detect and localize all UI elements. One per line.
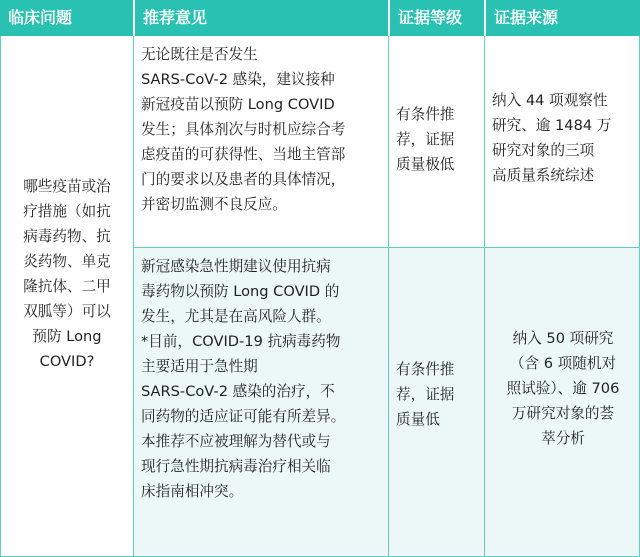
text-line: 本推荐不应被理解为替代或与	[141, 433, 331, 450]
question-line: 双胍等）可以	[23, 303, 111, 320]
question-line: 病毒药物、抗	[23, 228, 111, 245]
grade-line: 荐，证据	[396, 386, 455, 403]
text-line: 虑疫苗的可获得性、当地主管部	[141, 146, 346, 163]
text-line: 同药物的适应证可能有所差异。	[141, 408, 346, 425]
source-line: 高质量系统综述	[492, 167, 595, 184]
question-line: 预防 Long	[32, 328, 102, 345]
recommendation-1-grade	[396, 102, 482, 177]
question-line: 疗措施（如抗	[23, 203, 111, 220]
text-line: 床指南相冲突。	[141, 483, 244, 500]
text-line: SARS-CoV-2 感染的治疗，不	[141, 383, 335, 400]
grade-line: 质量低	[396, 411, 440, 428]
source-line: （含 6 项随机对	[509, 355, 617, 372]
header-evidence-source: 证据来源	[494, 8, 559, 27]
text-line: *目前，COVID-19 抗病毒药物	[141, 333, 341, 350]
table-header	[0, 0, 640, 36]
header-clinical-question: 临床问题	[8, 8, 73, 27]
recommendation-1-source	[492, 88, 637, 188]
grade-line: 荐，证据	[396, 131, 455, 148]
source-line: 纳入 44 项观察性	[492, 92, 608, 109]
header-recommendation: 推荐意见	[143, 8, 208, 27]
text-line: SARS-CoV-2 感染，建议接种	[141, 71, 335, 88]
border-col-3	[484, 36, 485, 557]
header-evidence-grade: 证据等级	[398, 8, 463, 27]
recommendation-2-text	[141, 254, 385, 504]
question-line: 哪些疫苗或治	[23, 178, 111, 195]
text-line: 新冠感染急性期建议使用抗病	[141, 258, 331, 275]
text-line: 并密切监测不良反应。	[141, 196, 287, 213]
grade-line: 有条件推	[396, 106, 455, 123]
text-line: 门的要求以及患者的具体情况，	[141, 171, 346, 188]
source-line: 萃分析	[541, 430, 585, 447]
recommendation-2-grade	[396, 357, 482, 432]
source-line: 万研究对象的荟	[511, 405, 615, 422]
source-line: 研究对象的三项	[492, 142, 595, 159]
text-line: 现行急性期抗病毒治疗相关临	[141, 458, 331, 475]
recommendation-2-source	[486, 326, 640, 451]
text-line: 发生，尤其是在高风险人群。	[141, 308, 331, 325]
source-line: 研究、逾 1484 万	[492, 117, 612, 134]
text-line: 无论既往是否发生	[141, 46, 258, 63]
recommendation-1-text	[141, 42, 385, 217]
border-col-2	[388, 36, 389, 557]
clinical-question-cell	[0, 174, 134, 374]
text-line: 毒药物以预防 Long COVID 的	[141, 283, 340, 300]
text-line: 新冠疫苗以预防 Long COVID	[141, 96, 335, 113]
grade-line: 有条件推	[396, 361, 455, 378]
text-line: 发生；具体剂次与时机应综合考	[141, 121, 346, 138]
question-line: 炎药物、单克	[23, 253, 111, 270]
question-line: 隆抗体、二甲	[23, 278, 111, 295]
source-line: 照试验）、逾 706	[506, 380, 620, 397]
border-row-divider	[133, 247, 640, 248]
question-line: COVID?	[39, 353, 95, 370]
text-line: 主要适用于急性期	[141, 358, 258, 375]
source-line: 纳入 50 项研究	[512, 330, 614, 347]
grade-line: 质量极低	[396, 156, 455, 173]
